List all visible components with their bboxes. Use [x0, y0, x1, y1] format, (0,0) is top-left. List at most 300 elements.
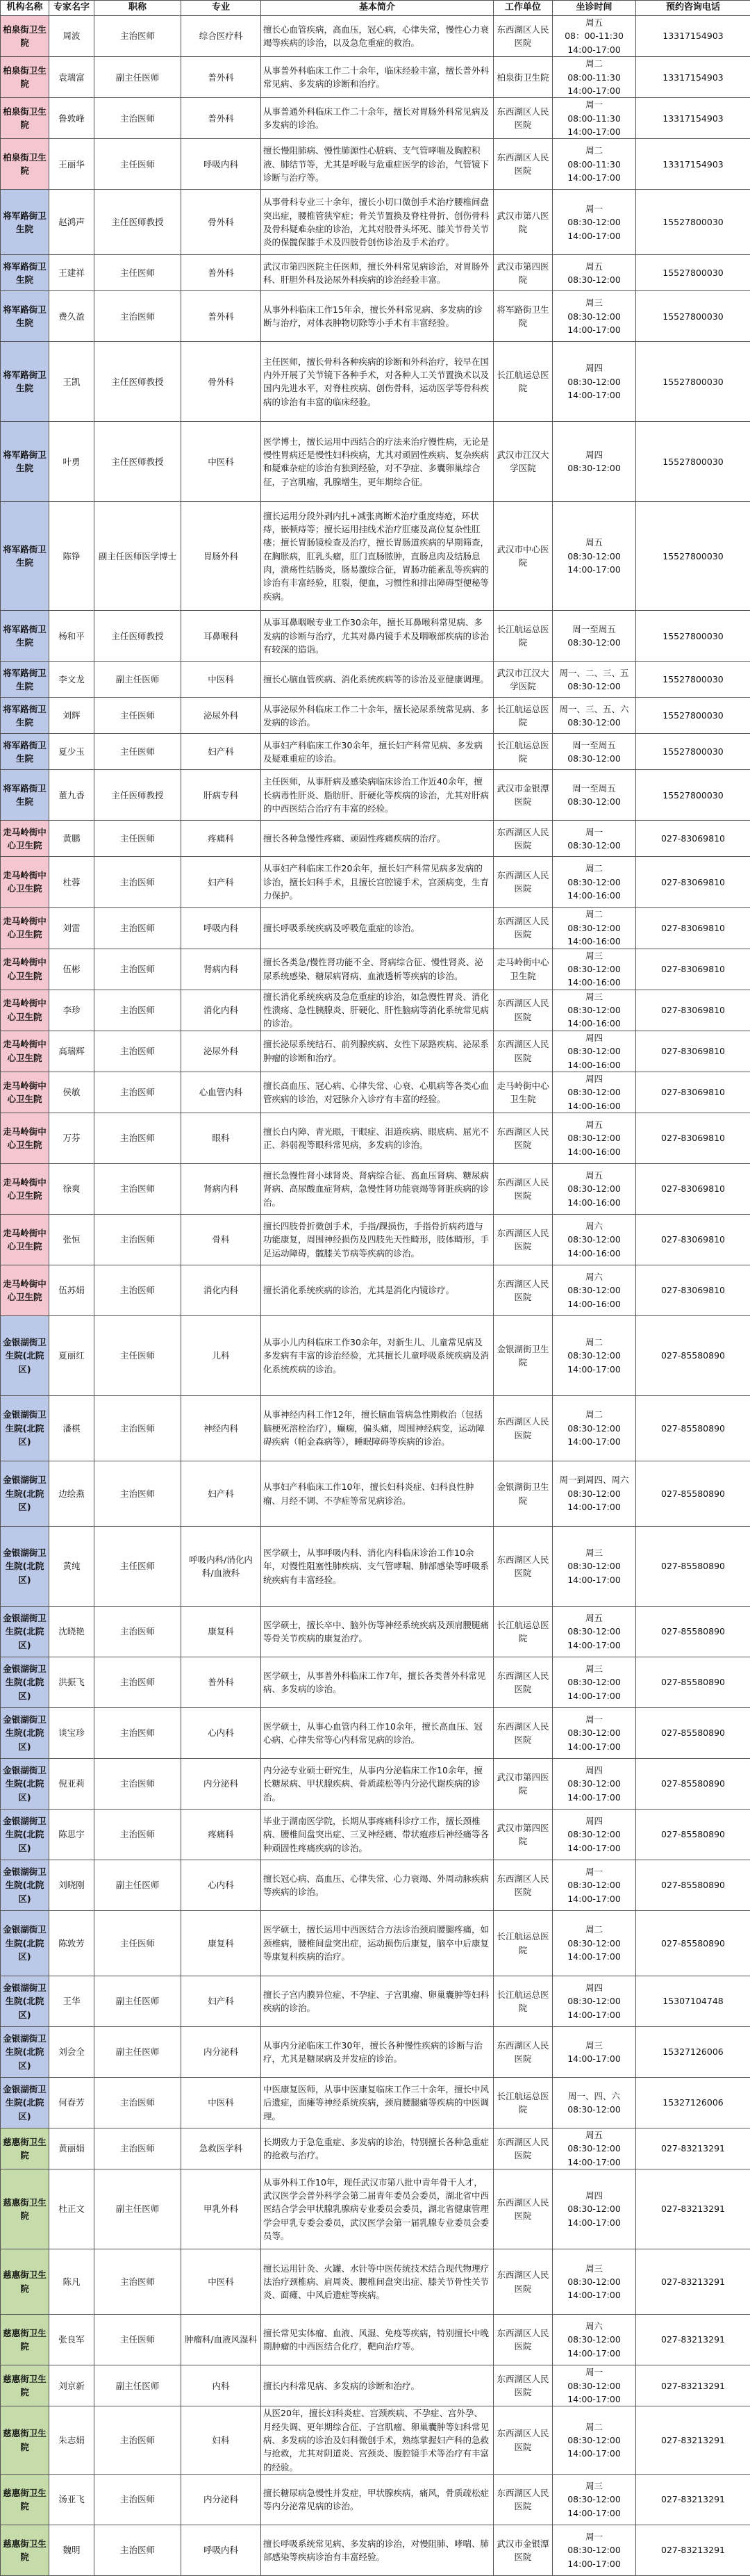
- table-row: [1, 2365, 750, 2406]
- institution-cell: 金银湖街卫生院(北院区): [1, 2027, 49, 2078]
- booking-phone-cell[interactable]: 15527800030: [636, 698, 750, 734]
- booking-phone-cell[interactable]: 027-85580890: [636, 1396, 750, 1461]
- title-cell: 主治医师: [94, 949, 181, 990]
- booking-phone-cell[interactable]: 15527800030: [636, 770, 750, 821]
- booking-phone-cell[interactable]: 027-83213291: [636, 2169, 750, 2249]
- title-cell: 主任医师: [94, 734, 181, 770]
- table-row: [1, 1860, 750, 1911]
- specialty-cell: 急救医学科: [181, 2128, 261, 2169]
- table-row: [1, 2027, 750, 2078]
- work-unit-cell: 武汉市江汉大学医院: [494, 662, 553, 698]
- introduction-cell: 擅长消化系统疾病的诊治，尤其是消化内镜诊疗。: [261, 1265, 494, 1316]
- institution-cell: 将军路街卫生院: [1, 662, 49, 698]
- expert-name-cell: 周波: [49, 16, 94, 57]
- introduction-cell: 擅长高血压、冠心病、心律失常、心衰、心肌病等各类心血管疾病的诊治，对冠脉介入诊疗有丰富的经验。: [261, 1072, 494, 1113]
- booking-phone-cell[interactable]: 027-83069810: [636, 821, 750, 857]
- booking-phone-cell[interactable]: 027-83213291: [636, 2365, 750, 2406]
- introduction-cell: 擅长糖尿病急慢性并发症，甲状腺疾病，痛风，骨质疏松症等内分泌常见病的诊治。: [261, 2475, 494, 2525]
- institution-cell: 将军路街卫生院: [1, 770, 49, 821]
- title-cell: 主治医师: [94, 2406, 181, 2475]
- booking-phone-cell[interactable]: 027-85580890: [636, 1708, 750, 1759]
- work-unit-cell: 长江航运总医院: [494, 1607, 553, 1657]
- booking-phone-cell[interactable]: 027-85580890: [636, 1527, 750, 1607]
- booking-phone-cell[interactable]: 027-83213291: [636, 2128, 750, 2169]
- clinic-time-cell: 周一、四、六 08:30-12:00: [553, 2078, 636, 2128]
- booking-phone-cell[interactable]: 15527800030: [636, 422, 750, 502]
- specialty-cell: 康复科: [181, 1607, 261, 1657]
- work-unit-cell: 武汉市第八医院: [494, 190, 553, 255]
- booking-phone-cell[interactable]: 027-85580890: [636, 1860, 750, 1911]
- booking-phone-cell[interactable]: 027-83069810: [636, 857, 750, 908]
- clinic-time-cell: 周四 08:30-12:00 14:00-17:00: [553, 2169, 636, 2249]
- specialty-cell: 综合医疗科: [181, 16, 261, 57]
- booking-phone-cell[interactable]: 15307104748: [636, 1976, 750, 2027]
- table-row: [1, 291, 750, 342]
- institution-cell: 将军路街卫生院: [1, 734, 49, 770]
- title-cell: 主治医师: [94, 1810, 181, 1860]
- title-cell: 主治医师: [94, 1215, 181, 1265]
- expert-name-cell: 黄纯: [49, 1527, 94, 1607]
- title-cell: 主任医师: [94, 1316, 181, 1396]
- clinic-time-cell: 周五 08:30-12:00 14:00-16:00: [553, 1164, 636, 1215]
- booking-phone-cell[interactable]: 027-83069810: [636, 1072, 750, 1113]
- clinic-time-cell: 周五 08:30-12:00 14:00-17:00: [553, 502, 636, 611]
- institution-cell: 金银湖街卫生院(北院区): [1, 1759, 49, 1810]
- specialty-cell: 呼吸内科/消化内科/血液科: [181, 1527, 261, 1607]
- institution-cell: 走马岭街中心卫生院: [1, 908, 49, 949]
- clinic-time-cell: 周一至周五 08:30-12:00: [553, 734, 636, 770]
- table-row: [1, 1031, 750, 1072]
- booking-phone-cell[interactable]: 027-83213291: [636, 2315, 750, 2365]
- table-row: [1, 734, 750, 770]
- expert-name-cell: 张恒: [49, 1215, 94, 1265]
- introduction-cell: 擅长心脑血管疾病、消化系统疾病等的诊治及亚健康调理。: [261, 662, 494, 698]
- institution-cell: 金银湖街卫生院(北院区): [1, 1316, 49, 1396]
- title-cell: 副主任医师: [94, 57, 181, 98]
- booking-phone-cell[interactable]: 027-85580890: [636, 1461, 750, 1527]
- expert-name-cell: 刘雷: [49, 908, 94, 949]
- specialty-cell: 肾病内科: [181, 1164, 261, 1215]
- booking-phone-cell[interactable]: 027-83069810: [636, 1113, 750, 1164]
- introduction-cell: 擅长冠心病、高血压、心律失常、心力衰竭、外周动脉疾病等疾病的诊治。: [261, 1860, 494, 1911]
- expert-name-cell: 董九香: [49, 770, 94, 821]
- booking-phone-cell[interactable]: 15327126006: [636, 2027, 750, 2078]
- work-unit-cell: 长江航运总医院: [494, 734, 553, 770]
- expert-name-cell: 陈敦芳: [49, 1911, 94, 1976]
- specialty-cell: 骨外科: [181, 190, 261, 255]
- booking-phone-cell[interactable]: 027-85580890: [636, 1657, 750, 1708]
- clinic-time-cell: 周二 08:30-12:00 14:00-17:00: [553, 1396, 636, 1461]
- title-cell: 主任医师教授: [94, 342, 181, 422]
- header-title: 职称: [94, 1, 181, 16]
- work-unit-cell: 柏泉街卫生院: [494, 57, 553, 98]
- booking-phone-cell[interactable]: 13317154903: [636, 16, 750, 57]
- introduction-cell: 从事普通外科临床工作二十余年，擅长对胃肠外科常见病及多发病的诊治。: [261, 98, 494, 139]
- header-booking-phone: 预约咨询电话: [636, 1, 750, 16]
- title-cell: 主治医师: [94, 1396, 181, 1461]
- work-unit-cell: 东西湖区人民医院: [494, 857, 553, 908]
- specialty-cell: 普外科: [181, 98, 261, 139]
- booking-phone-cell[interactable]: 027-83069810: [636, 990, 750, 1031]
- introduction-cell: 毕业于湖南医学院，长期从事疼痛科诊疗工作，擅长颈椎病、腰椎间盘突出症、三叉神经痛、带状疱疹后神经痛等各种顽固性疼痛疾病的诊治。: [261, 1810, 494, 1860]
- booking-phone-cell[interactable]: 027-83069810: [636, 1031, 750, 1072]
- booking-phone-cell[interactable]: 15527800030: [636, 611, 750, 662]
- expert-name-cell: 徐爽: [49, 1164, 94, 1215]
- table-row: [1, 990, 750, 1031]
- title-cell: 副主任医师: [94, 662, 181, 698]
- booking-phone-cell[interactable]: 15527800030: [636, 502, 750, 611]
- table-row: [1, 770, 750, 821]
- institution-cell: 慈惠街卫生院: [1, 2406, 49, 2475]
- table-row: [1, 98, 750, 139]
- specialty-cell: 呼吸内科: [181, 2525, 261, 2576]
- work-unit-cell: 武汉市江汉大学医院: [494, 422, 553, 502]
- clinic-time-cell: 周三 08:30-12:00 14:00-17:00: [553, 291, 636, 342]
- title-cell: 主任医师: [94, 1911, 181, 1976]
- clinic-time-cell: 周一 08:30-12:00 14:00-17:00: [553, 190, 636, 255]
- table-row: [1, 342, 750, 422]
- title-cell: 主治医师: [94, 1461, 181, 1527]
- table-row: [1, 821, 750, 857]
- booking-phone-cell[interactable]: 027-83069810: [636, 1215, 750, 1265]
- table-row: [1, 2169, 750, 2249]
- work-unit-cell: 长江航运总医院: [494, 2078, 553, 2128]
- table-row: [1, 502, 750, 611]
- specialty-cell: 普外科: [181, 57, 261, 98]
- expert-name-cell: 杜正文: [49, 2169, 94, 2249]
- header-clinic-time: 坐诊时间: [553, 1, 636, 16]
- clinic-time-cell: 周五 08：00-11:30 14:00-17:00: [553, 16, 636, 57]
- table-row: [1, 1164, 750, 1215]
- booking-phone-cell[interactable]: 15327126006: [636, 2078, 750, 2128]
- expert-name-cell: 赵鸿声: [49, 190, 94, 255]
- expert-name-cell: 倪亚莉: [49, 1759, 94, 1810]
- introduction-cell: 医学硕士，从事普外科临床工作7年，擅长各类普外科常见病、多发病的诊治。: [261, 1657, 494, 1708]
- table-row: [1, 698, 750, 734]
- clinic-time-cell: 周四 08:30-12:00: [553, 422, 636, 502]
- title-cell: 副主任医师: [94, 2169, 181, 2249]
- clinic-time-cell: 周三 08:30-12:00 14:00-17:00: [553, 1527, 636, 1607]
- work-unit-cell: 长江航运总医院: [494, 1976, 553, 2027]
- institution-cell: 金银湖街卫生院(北院区): [1, 1607, 49, 1657]
- institution-cell: 将军路街卫生院: [1, 698, 49, 734]
- table-row: [1, 57, 750, 98]
- work-unit-cell: 武汉市金银潭医院: [494, 770, 553, 821]
- institution-cell: 走马岭街中心卫生院: [1, 1113, 49, 1164]
- booking-phone-cell[interactable]: 13317154903: [636, 57, 750, 98]
- work-unit-cell: 东西湖区人民医院: [494, 2128, 553, 2169]
- expert-name-cell: 黄鹏: [49, 821, 94, 857]
- introduction-cell: 擅长各种急慢性疼痛、顽固性疼痛疾病的治疗。: [261, 821, 494, 857]
- table-row: [1, 1113, 750, 1164]
- introduction-cell: 擅长慢阻肺病、慢性肺源性心脏病、支气管哮喘及胸腔积液、肺结节等，尤其是呼吸与危重症医学的诊治，气管镜下诊断与治疗等。: [261, 139, 494, 190]
- specialty-cell: 中医科: [181, 2078, 261, 2128]
- introduction-cell: 主任医师，擅长骨科各种疾病的诊断和外科治疗，较早在国内外开展了关节镜下各种手术，对各种人工关节置换术以及国内先进水平，对脊柱疾病、创伤骨科，运动医学等骨科疾病的诊治有丰富的临床经验。: [261, 342, 494, 422]
- institution-cell: 金银湖街卫生院(北院区): [1, 1708, 49, 1759]
- booking-phone-cell[interactable]: 13317154903: [636, 98, 750, 139]
- clinic-time-cell: 周二 08:30-12:00 14:00-16:00: [553, 857, 636, 908]
- work-unit-cell: 武汉市中心医院: [494, 502, 553, 611]
- introduction-cell: 擅长急慢性肾小球肾炎、肾病综合征、高血压肾病、糖尿病肾病、高尿酸血症肾病，急慢性肾功能衰竭等肾脏疾病的诊治。: [261, 1164, 494, 1215]
- expert-name-cell: 刘京新: [49, 2365, 94, 2406]
- introduction-cell: 从事神经内科工作12年，擅长脑血管病急性期救治（包括脑梗死溶栓治疗），癫痫，偏头痛，周围神经病变，运动障碍疾病（帕金森病等），睡眠障碍等疾病的诊治。: [261, 1396, 494, 1461]
- expert-name-cell: 李珍: [49, 990, 94, 1031]
- booking-phone-cell[interactable]: 027-85580890: [636, 1759, 750, 1810]
- table-row: [1, 1316, 750, 1396]
- booking-phone-cell[interactable]: 15527800030: [636, 190, 750, 255]
- title-cell: 副主任医师医学博士: [94, 502, 181, 611]
- specialty-cell: 甲乳外科: [181, 2169, 261, 2249]
- expert-name-cell: 刘晓刚: [49, 1860, 94, 1911]
- clinic-time-cell: 周三 08:30-12:00 14:00-17:00: [553, 1657, 636, 1708]
- table-row: [1, 1759, 750, 1810]
- expert-name-cell: 杨和平: [49, 611, 94, 662]
- expert-name-cell: 沈晓艳: [49, 1607, 94, 1657]
- clinic-time-cell: 周三 14:00-17:00: [553, 2027, 636, 2078]
- specialty-cell: 儿科: [181, 1316, 261, 1396]
- specialty-cell: 心内科: [181, 1708, 261, 1759]
- title-cell: 主治医师: [94, 1708, 181, 1759]
- booking-phone-cell[interactable]: 027-83213291: [636, 2249, 750, 2315]
- booking-phone-cell[interactable]: 027-83069810: [636, 949, 750, 990]
- header-expert-name: 专家名字: [49, 1, 94, 16]
- title-cell: 主治医师: [94, 2078, 181, 2128]
- institution-cell: 走马岭街中心卫生院: [1, 1215, 49, 1265]
- title-cell: 主治医师: [94, 1031, 181, 1072]
- work-unit-cell: 东西湖区人民医院: [494, 1527, 553, 1607]
- clinic-time-cell: 周六 08:30-12:00 14:00-17:00: [553, 2315, 636, 2365]
- expert-name-cell: 夏丽红: [49, 1316, 94, 1396]
- introduction-cell: 从事内分泌临床工作30年，擅长各种慢性疾病的诊断与治疗，尤其是糖尿病及并发症的诊治。: [261, 2027, 494, 2078]
- expert-name-cell: 边绘燕: [49, 1461, 94, 1527]
- specialty-cell: 中医科: [181, 422, 261, 502]
- table-row: [1, 2525, 750, 2576]
- table-row: [1, 139, 750, 190]
- clinic-time-cell: 周一、三、五、六 08:30-12:00: [553, 698, 636, 734]
- specialty-cell: 妇产科: [181, 1976, 261, 2027]
- specialty-cell: 内分泌科: [181, 2027, 261, 2078]
- clinic-time-cell: 周三 08:30-12:00 14:00-17:00: [553, 2475, 636, 2525]
- title-cell: 主治医师: [94, 16, 181, 57]
- expert-name-cell: 费久盈: [49, 291, 94, 342]
- introduction-cell: 擅长子宫内膜异位症、不孕症、子宫肌瘤、卵巢囊肿等妇科疾病的诊治。: [261, 1976, 494, 2027]
- title-cell: 主任医师教授: [94, 190, 181, 255]
- expert-name-cell: 伍苏娟: [49, 1265, 94, 1316]
- expert-name-cell: 陈思宇: [49, 1810, 94, 1860]
- work-unit-cell: 武汉市第四医院: [494, 1759, 553, 1810]
- introduction-cell: 医学硕士，擅长卒中、脑外伤等神经系统疾病及颈肩腰腿痛等骨关节疾病的康复治疗。: [261, 1607, 494, 1657]
- work-unit-cell: 将军路街卫生院: [494, 291, 553, 342]
- work-unit-cell: 金银湖街卫生院: [494, 1461, 553, 1527]
- clinic-time-cell: 周二 08:30-12:00 14:00-17:00: [553, 1911, 636, 1976]
- specialty-cell: 耳鼻喉科: [181, 611, 261, 662]
- clinic-time-cell: 周一 08:30-12:00: [553, 821, 636, 857]
- title-cell: 主治医师: [94, 1072, 181, 1113]
- work-unit-cell: 长江航运总医院: [494, 1911, 553, 1976]
- table-row: [1, 1072, 750, 1113]
- specialty-cell: 肿瘤科/血液风湿科: [181, 2315, 261, 2365]
- booking-phone-cell[interactable]: 027-83069810: [636, 1265, 750, 1316]
- work-unit-cell: 东西湖区人民医院: [494, 98, 553, 139]
- expert-name-cell: 杜蓉: [49, 857, 94, 908]
- title-cell: 主治医师: [94, 857, 181, 908]
- title-cell: 主任医师教授: [94, 770, 181, 821]
- work-unit-cell: 走马岭街中心卫生院: [494, 1072, 553, 1113]
- expert-name-cell: 袁瑞富: [49, 57, 94, 98]
- work-unit-cell: 东西湖区人民医院: [494, 2169, 553, 2249]
- introduction-cell: 从事骨科专业三十余年，擅长小切口微创手术治疗腰椎间盘突出症，腰椎管狭窄症；骨关节置换及脊柱骨折、创伤骨科及骨科疑难杂症的诊治，尤其对股骨头坏死、膝关节骨关节炎的保髋保膝手术及四肢骨创伤诊治及手术治疗。: [261, 190, 494, 255]
- work-unit-cell: 东西湖区人民医院: [494, 2406, 553, 2475]
- table-row: [1, 1810, 750, 1860]
- institution-cell: 金银湖街卫生院(北院区): [1, 1461, 49, 1527]
- clinic-time-cell: 周四 08:30-12:00 14:00-17:00: [553, 1759, 636, 1810]
- clinic-time-cell: 周一 08:30-12:00 14:00-17:00: [553, 1708, 636, 1759]
- specialty-cell: 肾病内科: [181, 949, 261, 990]
- clinic-time-cell: 周四 08:30-12:00 14:00-16:00: [553, 1072, 636, 1113]
- work-unit-cell: 武汉市第四医院: [494, 1810, 553, 1860]
- introduction-cell: 长期致力于急危重症、多发病的诊治，特别擅长各种急重症的抢救与治疗。: [261, 2128, 494, 2169]
- institution-cell: 慈惠街卫生院: [1, 2128, 49, 2169]
- institution-cell: 慈惠街卫生院: [1, 2169, 49, 2249]
- work-unit-cell: 东西湖区人民医院: [494, 2249, 553, 2315]
- expert-name-cell: 潘棋: [49, 1396, 94, 1461]
- booking-phone-cell[interactable]: 027-83069810: [636, 1164, 750, 1215]
- booking-phone-cell[interactable]: 15527800030: [636, 255, 750, 291]
- table-row: [1, 422, 750, 502]
- clinic-time-cell: 周一、二、三、五 08:30-12:00: [553, 662, 636, 698]
- title-cell: 主任医师: [94, 821, 181, 857]
- clinic-time-cell: 周三 08:30-12:00 14:00-17:00: [553, 2249, 636, 2315]
- specialty-cell: 泌尿外科: [181, 1031, 261, 1072]
- institution-cell: 金银湖街卫生院(北院区): [1, 1860, 49, 1911]
- title-cell: 主治医师: [94, 990, 181, 1031]
- booking-phone-cell[interactable]: 15527800030: [636, 662, 750, 698]
- specialty-cell: 胃肠外科: [181, 502, 261, 611]
- expert-name-cell: 刘会全: [49, 2027, 94, 2078]
- specialty-cell: 内分泌科: [181, 2475, 261, 2525]
- expert-name-cell: 陈铮: [49, 502, 94, 611]
- institution-cell: 走马岭街中心卫生院: [1, 949, 49, 990]
- title-cell: 主治医师: [94, 1759, 181, 1810]
- booking-phone-cell[interactable]: 15527800030: [636, 342, 750, 422]
- booking-phone-cell[interactable]: 027-83213291: [636, 2406, 750, 2475]
- introduction-cell: 医学博士，擅长运用中西结合的疗法来治疗慢性病，无论是慢性胃病还是慢性妇科疾病，尤其对顽固性疾病、复杂疾病和疑难杂症的诊治有独到经验，对不孕症、多囊卵巢综合征，子宫肌瘤，乳腺增生，更年期综合征。: [261, 422, 494, 502]
- introduction-cell: 中医康复医师，从事中医康复临床工作三十余年，擅长中风后遗症，面瘫等神经系统疾病，颈肩腰腿痛等疾病的中医调理。: [261, 2078, 494, 2128]
- table-row: [1, 16, 750, 57]
- clinic-time-cell: 周一 08:00-11:30 14:00-17:00: [553, 98, 636, 139]
- work-unit-cell: 东西湖区人民医院: [494, 2475, 553, 2525]
- expert-name-cell: 伍彬: [49, 949, 94, 990]
- institution-cell: 金银湖街卫生院(北院区): [1, 2078, 49, 2128]
- table-row: [1, 1396, 750, 1461]
- table-row: [1, 2406, 750, 2475]
- table-row: [1, 1657, 750, 1708]
- specialty-cell: 普外科: [181, 1657, 261, 1708]
- title-cell: 主任医师: [94, 255, 181, 291]
- clinic-time-cell: 周一至周五 08:30-12:00: [553, 611, 636, 662]
- expert-name-cell: 刘辉: [49, 698, 94, 734]
- booking-phone-cell[interactable]: 15527800030: [636, 291, 750, 342]
- work-unit-cell: 金银湖街卫生院: [494, 1316, 553, 1396]
- expert-name-cell: 洪振飞: [49, 1657, 94, 1708]
- work-unit-cell: 东西湖区人民医院: [494, 139, 553, 190]
- clinic-time-cell: 周一 08:30-12:00 14:00-17:00: [553, 1860, 636, 1911]
- institution-cell: 将军路街卫生院: [1, 422, 49, 502]
- booking-phone-cell[interactable]: 027-85580890: [636, 1607, 750, 1657]
- work-unit-cell: 东西湖区人民医院: [494, 2027, 553, 2078]
- table-row: [1, 2475, 750, 2525]
- introduction-cell: 从事普外科临床工作二十余年，临床经验丰富，擅长普外科常见病、多发病的诊断和治疗。: [261, 57, 494, 98]
- booking-phone-cell[interactable]: 027-83213291: [636, 2475, 750, 2525]
- clinic-time-cell: 周一至周五 08:30-12:00: [553, 770, 636, 821]
- introduction-cell: 擅长四肢骨折微创手术，手指/踝损伤，手指骨折病药道与功能康复，周围神经损伤及四肢先天性畸形，肢体畸形，手足运动障碍，髋膝关节病等疾病的诊治。: [261, 1215, 494, 1265]
- header-work-unit: 工作单位: [494, 1, 553, 16]
- introduction-cell: 擅长内科常见病、多发病的诊断和治疗。: [261, 2365, 494, 2406]
- title-cell: 主治医师: [94, 1265, 181, 1316]
- institution-cell: 金银湖街卫生院(北院区): [1, 1976, 49, 2027]
- institution-cell: 慈惠街卫生院: [1, 2249, 49, 2315]
- clinic-time-cell: 周五 08:30-12:00 14:00-17:00: [553, 1607, 636, 1657]
- work-unit-cell: 东西湖区人民医院: [494, 990, 553, 1031]
- institution-cell: 柏泉街卫生院: [1, 139, 49, 190]
- introduction-cell: 擅长消化系统疾病及急危重症的诊治，如急慢性胃炎、消化性溃疡、急性胰腺炎、肝硬化、肝性脑病等消化系统常见病的诊治。: [261, 990, 494, 1031]
- title-cell: 主任医师: [94, 139, 181, 190]
- institution-cell: 金银湖街卫生院(北院区): [1, 1911, 49, 1976]
- institution-cell: 柏泉街卫生院: [1, 98, 49, 139]
- clinic-time-cell: 周三 08:30-12:00 14:00-16:00: [553, 949, 636, 990]
- header-institution: 机构名称: [1, 1, 49, 16]
- table-row: [1, 2128, 750, 2169]
- clinic-time-cell: 周五 08:30-12:00 14:00-16:00: [553, 1113, 636, 1164]
- table-row: [1, 1215, 750, 1265]
- booking-phone-cell[interactable]: 13317154903: [636, 139, 750, 190]
- institution-cell: 慈惠街卫生院: [1, 2315, 49, 2365]
- expert-name-cell: 万芬: [49, 1113, 94, 1164]
- specialty-cell: 呼吸内科: [181, 139, 261, 190]
- institution-cell: 走马岭街中心卫生院: [1, 1265, 49, 1316]
- work-unit-cell: 走马岭街中心卫生院: [494, 949, 553, 990]
- table-row: [1, 255, 750, 291]
- clinic-time-cell: 周二 08:30-12:00 14:00-17:00: [553, 1316, 636, 1396]
- title-cell: 主任医师: [94, 698, 181, 734]
- specialty-cell: 内科: [181, 2365, 261, 2406]
- specialty-cell: 泌尿外科: [181, 698, 261, 734]
- expert-name-cell: 王凯: [49, 342, 94, 422]
- booking-phone-cell[interactable]: 027-83069810: [636, 908, 750, 949]
- title-cell: 副主任医师: [94, 2365, 181, 2406]
- clinic-time-cell: 周一 08:30-12:00 14:00-17:00: [553, 2525, 636, 2576]
- booking-phone-cell[interactable]: 027-83213291: [636, 2525, 750, 2576]
- specialty-cell: 心内科: [181, 1860, 261, 1911]
- booking-phone-cell[interactable]: 027-85580890: [636, 1810, 750, 1860]
- work-unit-cell: 东西湖区人民医院: [494, 1860, 553, 1911]
- specialty-cell: 肝病专科: [181, 770, 261, 821]
- specialty-cell: 骨外科: [181, 342, 261, 422]
- table-row: [1, 2315, 750, 2365]
- booking-phone-cell[interactable]: 027-85580890: [636, 1911, 750, 1976]
- table-row: [1, 1265, 750, 1316]
- booking-phone-cell[interactable]: 027-85580890: [636, 1316, 750, 1396]
- booking-phone-cell[interactable]: 15527800030: [636, 734, 750, 770]
- institution-cell: 走马岭街中心卫生院: [1, 821, 49, 857]
- title-cell: 主治医师: [94, 2475, 181, 2525]
- expert-name-cell: 朱志娟: [49, 2406, 94, 2475]
- clinic-time-cell: 周五 08:30-12:00: [553, 255, 636, 291]
- specialty-cell: 妇产科: [181, 857, 261, 908]
- introduction-cell: 从事耳鼻咽喉专业工作30余年，擅长耳鼻喉科常见病、多发病的诊断与治疗，尤其对鼻内镜手术及咽喉部疾病的诊治有较深的造诣。: [261, 611, 494, 662]
- introduction-cell: 从事妇产科临床工作20余年，擅长妇产科常见病多发病的诊治，擅长妇科手术，且擅长宫腔镜手术，宫颈病变，生育力保护。: [261, 857, 494, 908]
- work-unit-cell: 武汉市第四医院: [494, 255, 553, 291]
